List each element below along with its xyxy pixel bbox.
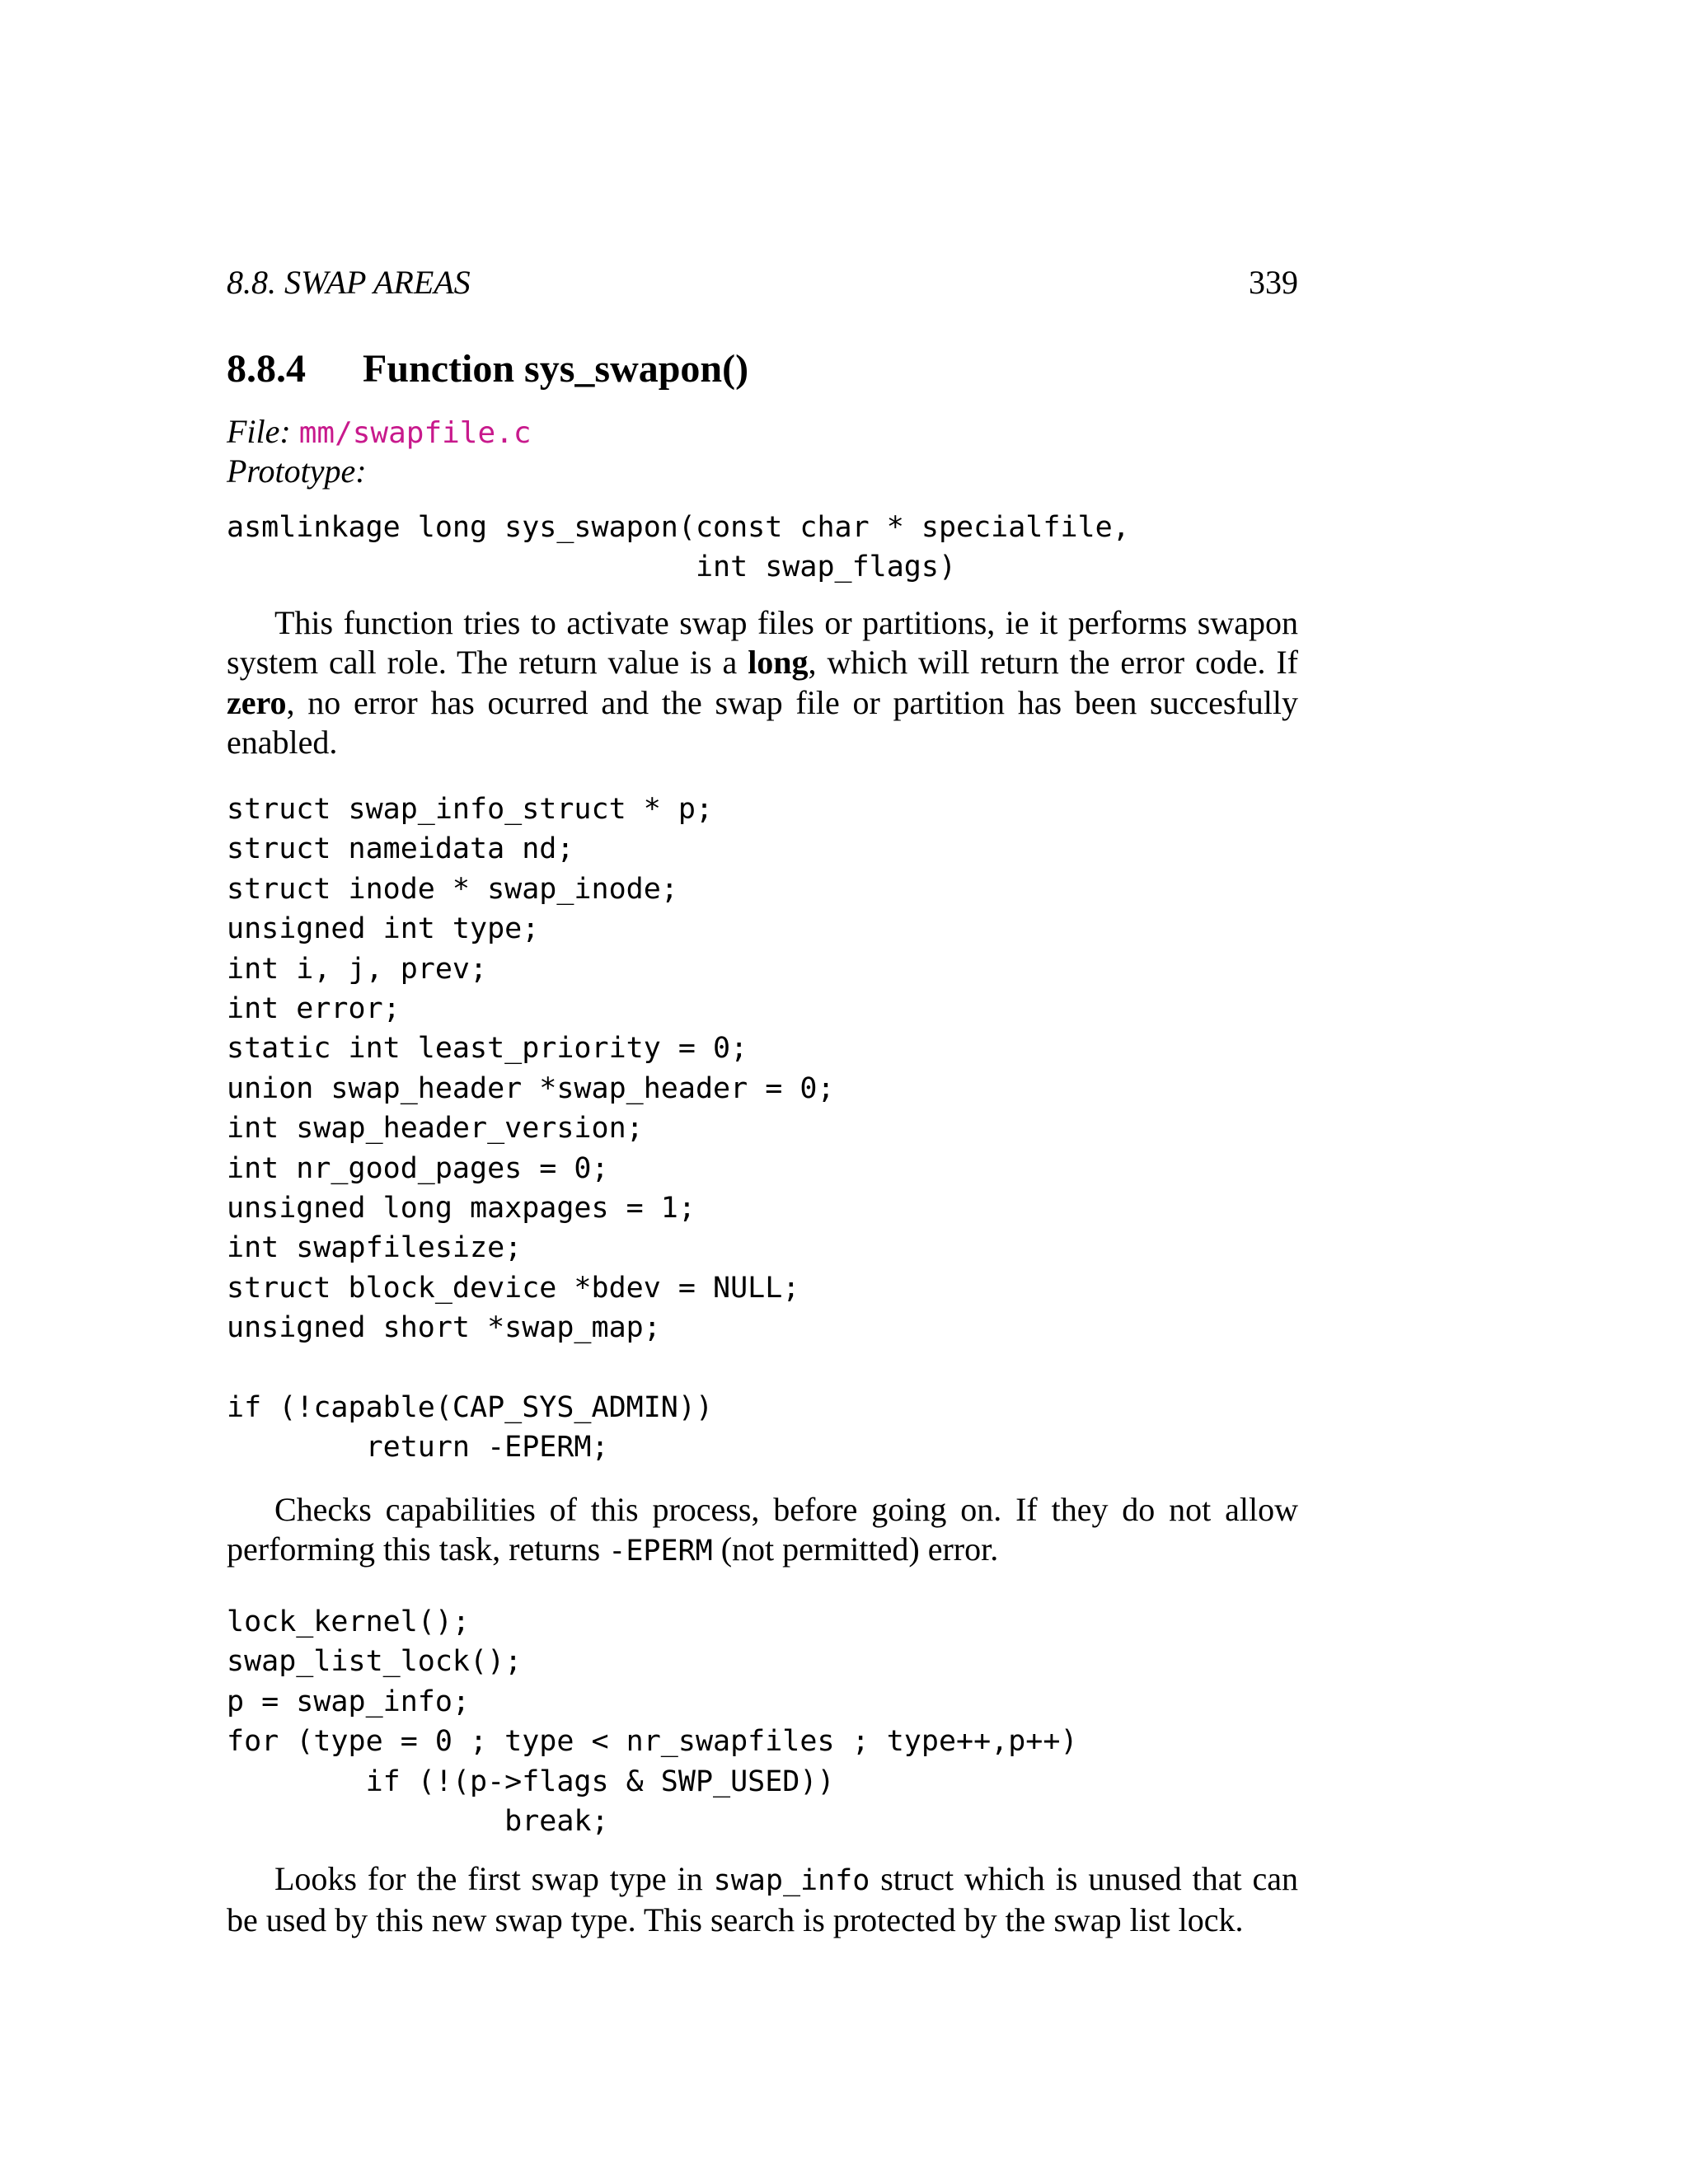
code-line: union swap_header *swap_header = 0; xyxy=(227,1071,835,1105)
code-line: unsigned short *swap_map; xyxy=(227,1311,661,1345)
code-line: int error; xyxy=(227,991,401,1025)
code-line: int i, j, prev; xyxy=(227,952,488,986)
header-section-title: 8.8. SWAP AREAS xyxy=(227,264,471,301)
code-line: swap_list_lock(); xyxy=(227,1645,523,1679)
paragraph-description xyxy=(227,603,1298,763)
paragraph-text: (not permitted) error. xyxy=(712,1530,999,1568)
code-line: struct swap_info_struct * p; xyxy=(227,793,714,826)
code-line: struct block_device *bdev = NULL; xyxy=(227,1271,800,1305)
file-path-link[interactable]: mm/swapfile.c xyxy=(298,416,532,450)
code-line: asmlinkage long sys_swapon(const char * specialfile, xyxy=(227,511,1130,544)
code-line: lock_kernel(); xyxy=(227,1605,471,1638)
file-label: File: xyxy=(227,413,291,450)
code-line: break; xyxy=(227,1804,609,1838)
code-line xyxy=(227,1347,835,1387)
code-line: unsigned int type; xyxy=(227,912,540,946)
paragraph-text: Looks for the first swap type in xyxy=(274,1860,714,1897)
code-line: static int least_priority = 0; xyxy=(227,1032,748,1066)
inline-code: swap_info xyxy=(713,1864,870,1897)
running-header xyxy=(227,262,1298,303)
code-block-declarations xyxy=(227,790,835,1468)
paragraph-text: , which will return the error code. If xyxy=(808,644,1298,682)
prototype-code-block xyxy=(227,508,1130,588)
code-line: for (type = 0 ; type < nr_swapfiles ; type++,p++) xyxy=(227,1725,1078,1759)
code-line: struct nameidata nd; xyxy=(227,832,574,866)
paragraph-capabilities xyxy=(227,1490,1298,1572)
code-line: struct inode * swap_inode; xyxy=(227,872,678,906)
inline-code: -EPERM xyxy=(608,1535,713,1568)
prototype-label: Prototype: xyxy=(227,452,367,490)
bold-term: long xyxy=(748,644,809,682)
paragraph-text: , no error has ocurred and the swap file or partition has been succesfully enabled. xyxy=(227,683,1298,762)
code-line: unsigned long maxpages = 1; xyxy=(227,1191,696,1225)
bold-term: zero xyxy=(227,683,287,721)
code-line: if (!(p->flags & SWP_USED)) xyxy=(227,1765,835,1798)
document-page xyxy=(227,0,1298,2184)
paragraph-text: This function tries to activate swap files or partitions, ie it performs swapon system call role. The return value is a xyxy=(227,604,1298,682)
code-block-swap-search xyxy=(227,1602,1078,1841)
file-reference xyxy=(227,412,532,453)
paragraph-text: struct which is unused that can be used by this new swap type. This search is protected by the swap list lock. xyxy=(227,1860,1299,1939)
code-line: p = swap_info; xyxy=(227,1685,471,1718)
code-line: if (!capable(CAP_SYS_ADMIN)) xyxy=(227,1390,714,1424)
code-line: int nr_good_pages = 0; xyxy=(227,1151,609,1185)
paragraph-swap-type xyxy=(227,1859,1298,1941)
section-number: 8.8.4 xyxy=(227,347,306,391)
page-number: 339 xyxy=(1249,264,1298,301)
paragraph-text: Checks capabilities of this process, before going on. If they do not allow performing this task, returns xyxy=(227,1491,1298,1568)
code-line: int swapfilesize; xyxy=(227,1231,523,1265)
code-line: int swap_flags) xyxy=(227,551,957,584)
code-line: return -EPERM; xyxy=(227,1431,609,1465)
section-heading xyxy=(227,344,748,394)
section-title: Function sys_swapon() xyxy=(363,347,749,391)
code-line: int swap_header_version; xyxy=(227,1112,644,1146)
